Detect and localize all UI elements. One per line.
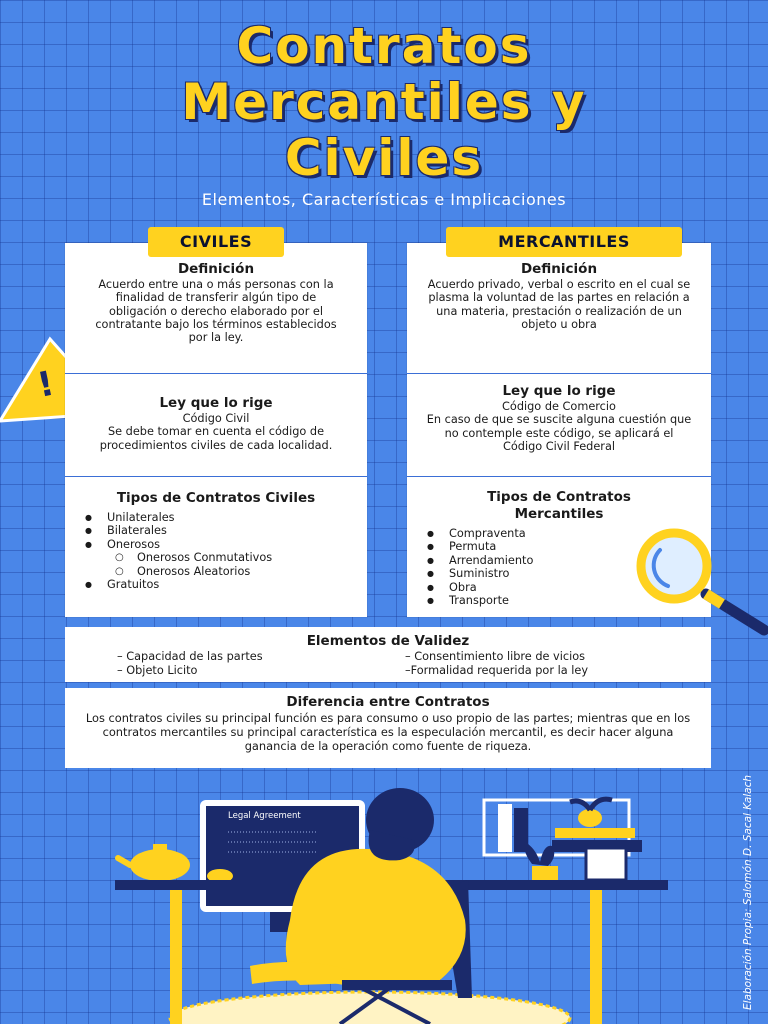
screen-text: Legal Agreement — [228, 811, 301, 821]
list-item: ● Gratuitos — [65, 578, 367, 591]
validez-items — [65, 650, 711, 678]
magnifier-icon — [618, 528, 768, 638]
mercantiles-definition-section — [407, 261, 711, 331]
svg-text:!: ! — [34, 363, 58, 406]
civiles-types-section — [65, 490, 367, 591]
divider — [407, 373, 711, 374]
list-item: ○ Onerosos Conmutativos — [65, 551, 367, 564]
list-item: ● Compraventa — [407, 527, 711, 540]
mercantiles-types-heading: Tipos de Contratos Mercantiles — [487, 489, 631, 522]
list-item: ● Transporte — [407, 594, 711, 607]
validez-item: –Formalidad requerida por la ley — [405, 664, 589, 677]
mercantiles-law-text: Código de Comercio En caso de que se suscite alguna cuestión que no contemple este código, se aplicará el Código Civil Federal — [426, 400, 692, 453]
list-item: ● Arrendamiento — [407, 554, 711, 567]
civiles-law-text: Código Civil Se debe tomar en cuenta el código de procedimientos civiles de cada localidad. — [99, 412, 333, 452]
subtitle: Elementos, Características e Implicaciones — [201, 190, 567, 209]
divider — [65, 373, 367, 374]
mercantiles-badge: MERCANTILES — [446, 227, 682, 257]
diferencia-text: Los contratos civiles su principal función es para consumo o uso propio de las partes; mientras que en los contratos mercantiles su principal característica es la especulación mercantil, es decir hacer alguna ganancia de la operación como fuente de riqueza. — [85, 711, 691, 753]
page-title — [0, 18, 768, 186]
mercantiles-definition-text: Acuerdo privado, verbal o escrito en el cual se plasma la voluntad de las partes en relación a una materia, prestación o realización de un objeto u obra — [427, 278, 691, 331]
desk-illustration — [100, 780, 700, 1024]
validez-item: – Objeto Licito — [117, 664, 198, 677]
civiles-panel — [65, 243, 367, 617]
title-line-1: Contratos — [236, 17, 532, 75]
divider — [65, 476, 367, 477]
list-item: ● Unilaterales — [65, 511, 367, 524]
list-item: ● Suministro — [407, 567, 711, 580]
civiles-definition-section — [65, 261, 367, 344]
mercantiles-law-section — [407, 383, 711, 453]
mercantiles-law-heading: Ley que lo rige — [502, 383, 616, 399]
author-credit: Elaboración Propia: Salomón D. Sacal Kalach — [742, 774, 754, 1010]
validez-item: – Capacidad de las partes — [117, 650, 263, 663]
diferencia-box — [65, 688, 711, 768]
civiles-definition-heading: Definición — [177, 261, 255, 277]
civiles-types-heading: Tipos de Contratos Civiles — [116, 490, 316, 506]
title-line-3: Civiles — [284, 129, 484, 187]
list-item: ● Bilaterales — [65, 524, 367, 537]
title-line-2: Mercantiles y — [181, 73, 587, 131]
validez-heading: Elementos de Validez — [306, 633, 470, 649]
divider — [407, 476, 711, 477]
civiles-definition-text: Acuerdo entre una o más personas con la finalidad de transferir algún tipo de obligación o derecho elaborado por el contratante bajo los términos establecidos por la ley. — [95, 278, 337, 345]
mercantiles-definition-heading: Definición — [520, 261, 598, 277]
civiles-law-section — [65, 395, 367, 452]
civiles-law-heading: Ley que lo rige — [159, 395, 273, 411]
civiles-badge: CIVILES — [148, 227, 284, 257]
validez-box — [65, 627, 711, 682]
list-item: ○ Onerosos Aleatorios — [65, 565, 367, 578]
civiles-types-list — [65, 511, 367, 591]
list-item: ● Permuta — [407, 540, 711, 553]
list-item: ● Obra — [407, 581, 711, 594]
list-item: ● Onerosos — [65, 538, 367, 551]
validez-item: – Consentimiento libre de vicios — [405, 650, 586, 663]
diferencia-heading: Diferencia entre Contratos — [286, 694, 490, 710]
